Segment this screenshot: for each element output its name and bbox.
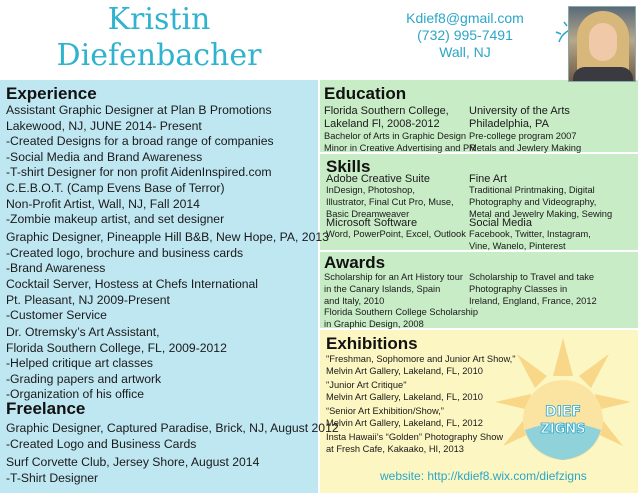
skills-microsoft: Microsoft Software Word, PowerPoint, Excel, Outlook — [326, 217, 466, 239]
exhibitions-heading: Exhibitions — [326, 334, 418, 353]
freelance-surf-corvette: Surf Corvette Club, Jersey Shore, August 2014 -T-Shirt Designer — [6, 455, 260, 485]
award-graphic-design-scholarship: Florida Southern College Scholarship in Graphic Design, 2008 — [324, 307, 479, 329]
freelance-captured-paradise: Graphic Designer, Captured Paradise, Brick, NJ, August 2012 -Created Logo and Business Cards — [6, 421, 339, 451]
skills-heading: Skills — [326, 157, 371, 176]
website-link[interactable]: website: http://kdief8.wix.com/diefzigns — [380, 469, 587, 483]
phone-number: (732) 995-7491 — [417, 27, 513, 43]
last-name: Diefenbacher — [56, 38, 262, 73]
job-plan-b: Assistant Graphic Designer at Plan B Promotions Lakewood, NJ, JUNE 2014- Present -Created Designs for a broad range of companies -Social Media and Brand Awareness -T-shirt Designer for non profit AidenInspired.com — [6, 103, 274, 179]
skills-adobe: Adobe Creative Suite InDesign, Photoshop, Illustrator, Final Cut Pro, Muse, Basic Dreamweaver — [326, 173, 454, 219]
school-florida-southern: Florida Southern College, Lakeland Fl, 2008-2012 Bachelor of Arts in Graphic Design Minor in Creative Advertising and PR — [324, 105, 476, 153]
contact-info — [390, 10, 540, 61]
job-cebot: C.E.B.O.T. (Camp Evens Base of Terror) Non-Profit Artist, Wall, NJ, Fall 2014 -Zombie makeup artist, and set designer — [6, 181, 225, 226]
education-heading: Education — [324, 84, 407, 103]
first-name: Kristin — [107, 2, 211, 37]
sun-logo-icon — [495, 338, 631, 468]
exhibition-freshman-show: "Freshman, Sophomore and Junior Art Show," Melvin Art Gallery, Lakeland, FL, 2010 — [326, 354, 516, 376]
location: Wall, NJ — [439, 44, 491, 60]
award-photography-travel: Scholarship to Travel and take Photography Classes in Ireland, England, France, 2012 — [469, 272, 597, 306]
svg-text:ZIGNS: ZIGNS — [540, 422, 586, 437]
svg-text:DIEF: DIEF — [545, 404, 581, 420]
freelance-heading: Freelance — [6, 399, 86, 418]
awards-heading: Awards — [324, 253, 386, 272]
job-chefs-international: Cocktail Server, Hostess at Chefs International Pt. Pleasant, NJ 2009-Present -Customer Service — [6, 277, 258, 322]
exhibition-insta-hawaii: Insta Hawaii’s “Golden” Photography Show at Fresh Cafe, Kakaako, HI, 2013 — [326, 432, 504, 454]
profile-photo — [568, 6, 636, 82]
job-pineapple-hill: Graphic Designer, Pineapple Hill B&B, New Hope, PA, 2013 -Created logo, brochure and business cards -Brand Awareness — [6, 230, 329, 275]
experience-heading: Experience — [6, 84, 97, 103]
exhibition-senior-show: “Senior Art Exhibition/Show,” Melvin Art Gallery, Lakeland, FL, 2012 — [326, 406, 483, 428]
job-art-assistant: Dr. Otremsky’s Art Assistant, Florida Southern College, FL, 2009-2012 -Helped critique art classes -Grading papers and artwork -Organization of his office — [6, 325, 227, 401]
exhibition-junior-critique: "Junior Art Critique" Melvin Art Gallery, Lakeland, FL, 2010 — [326, 380, 483, 402]
skills-social-media: Social Media Facebook, Twitter, Instagram, Vine, Wanelo, Pinterest — [469, 217, 591, 251]
email-link[interactable]: Kdief8@gmail.com — [406, 10, 524, 26]
school-university-of-arts: University of the Arts Philadelphia, PA Pre-college program 2007 Metals and Jewlery Making — [469, 105, 582, 153]
award-art-history-tour: Scholarship for an Art History tour in the Canary Islands, Spain and Italy, 2010 — [324, 272, 463, 306]
skills-fine-art: Fine Art Traditional Printmaking, Digital Photography and Videography, Metal and Jewelry Making, Sewing — [469, 173, 613, 219]
